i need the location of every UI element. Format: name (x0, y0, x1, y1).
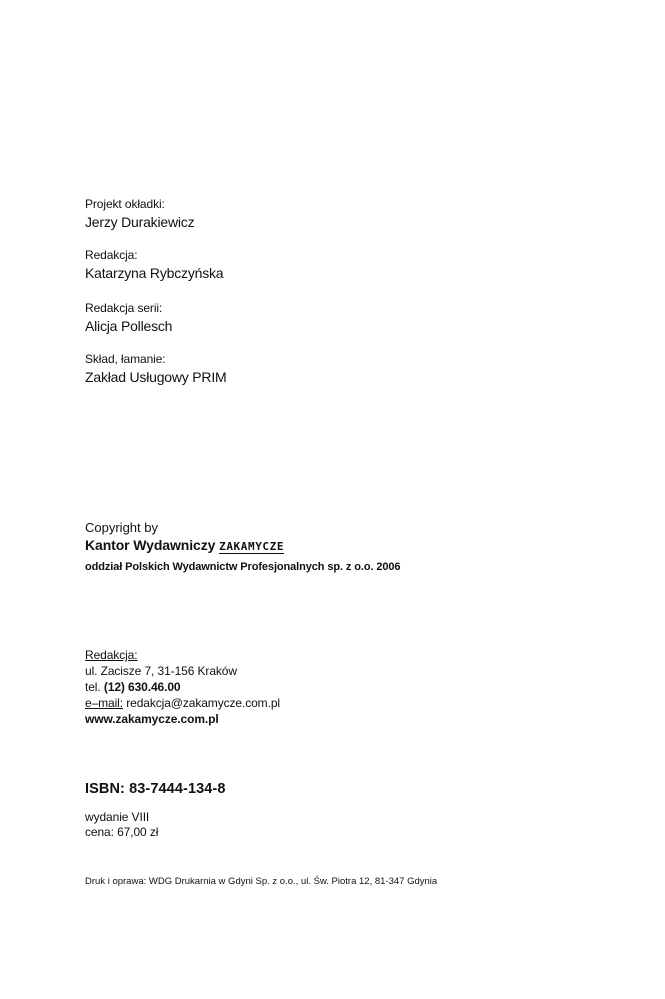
credit-label: Skład, łamanie: (85, 352, 166, 366)
credit-label: Redakcja serii: (85, 301, 163, 315)
price: cena: 67,00 zł (85, 825, 159, 839)
credit-label: Redakcja: (85, 248, 138, 262)
contact-email-line (85, 695, 280, 711)
credit-value: Zakład Usługowy PRIM (85, 369, 227, 385)
credit-value: Alicja Pollesch (85, 318, 173, 334)
email-label: e–mail: (85, 696, 123, 710)
credit-label: Projekt okładki: (85, 197, 165, 211)
publisher-division: oddział Polskich Wydawnictw Profesjonalnych sp. z o.o. 2006 (85, 561, 401, 573)
contact-heading: Redakcja: (85, 648, 138, 662)
printer-block (85, 876, 437, 888)
copyright-block (85, 519, 400, 575)
credit-series-editing (85, 301, 172, 335)
contact-phone-line (85, 679, 280, 695)
publisher-text: Kantor Wydawniczy (85, 537, 216, 553)
contact-address: ul. Zacisze 7, 31-156 Kraków (85, 664, 237, 678)
copyright-line: Copyright by (85, 520, 158, 535)
isbn: ISBN: 83-7444-134-8 (85, 781, 226, 797)
phone-number: (12) 630.46.00 (103, 680, 181, 694)
contact-block (85, 647, 280, 727)
credit-typesetting (85, 352, 227, 386)
credit-cover-design (85, 197, 194, 231)
edition-block (85, 810, 158, 840)
isbn-block (85, 780, 226, 798)
printer-info: Druk i oprawa: WDG Drukarnia w Gdyni Sp. z o.o., ul. Św. Piotra 12, 81-347 Gdynia (85, 876, 438, 887)
credit-value: Katarzyna Rybczyńska (85, 265, 224, 281)
email-address[interactable]: redakcja@zakamycze.com.pl (126, 696, 280, 710)
edition: wydanie VIII (85, 810, 150, 824)
publisher-name (85, 536, 400, 556)
publisher-brand-logo: ZAKAMYCZE (219, 540, 285, 553)
credit-value: Jerzy Durakiewicz (85, 214, 195, 230)
website-link[interactable]: www.zakamycze.com.pl (85, 712, 219, 726)
credit-editing (85, 248, 223, 282)
phone-label: tel. (85, 680, 101, 694)
